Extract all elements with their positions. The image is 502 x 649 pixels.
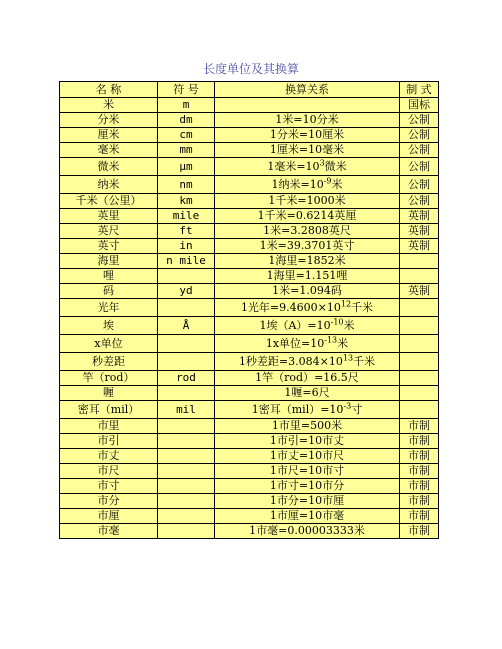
unit-system [400,371,439,386]
conversion-text: 1海里=1.151哩 [266,269,348,282]
conversion-text: 1光年=9.4600×10 [240,300,341,314]
unit-system: 市制 [400,524,439,539]
conversion-text: 1海里=1852米 [268,254,346,267]
conversion-cell [215,494,400,509]
table-row [60,143,439,158]
header-row [60,82,439,98]
unit-symbol: n mile [158,254,215,269]
conversion-cell [215,239,400,254]
unit-name: 毫米 [60,143,158,158]
conversion-cell [215,479,400,494]
conversion-text: 1米=3.2808英尺 [263,224,351,237]
unit-system: 公制 [400,113,439,128]
conversion-cell [215,299,400,317]
unit-name: x单位 [60,335,158,353]
conversion-cell [215,269,400,284]
conversion-unit: 米 [343,318,355,332]
table-row [60,158,439,176]
conversion-cell [215,509,400,524]
unit-system: 英制 [400,284,439,299]
conversion-cell [215,224,400,239]
conversion-cell [215,254,400,269]
conversion-text: 1秒差距=3.084×10 [238,354,343,368]
conversion-cell [215,353,400,371]
table-row [60,353,439,371]
unit-name: 厘米 [60,128,158,143]
unit-symbol [158,464,215,479]
unit-symbol: rod [158,371,215,386]
unit-symbol [158,524,215,539]
conversion-text: 1市寸=10市分 [269,479,345,492]
unit-system: 英制 [400,239,439,254]
unit-symbol [158,269,215,284]
unit-symbol [158,419,215,434]
unit-symbol [158,494,215,509]
conversion-unit: 微米 [324,159,347,173]
conversion-text: 1市丈=10市尺 [269,449,345,462]
unit-system: 市制 [400,479,439,494]
conversion-cell [215,113,400,128]
unit-symbol: m [158,98,215,113]
conversion-cell [215,386,400,401]
unit-name: 微米 [60,158,158,176]
units-table [59,81,439,539]
conversion-cell [215,143,400,158]
header-symbol: 符 号 [158,82,215,98]
table-row [60,464,439,479]
unit-symbol: mil [158,401,215,419]
header-conversion: 换算关系 [215,82,400,98]
conversion-cell [215,449,400,464]
conversion-text: 1市尺=10市寸 [269,464,345,477]
unit-system [400,317,439,335]
unit-name: 市厘 [60,509,158,524]
conversion-text: 1喱=6尺 [284,386,330,399]
unit-name: 码 [60,284,158,299]
unit-system: 公制 [400,194,439,209]
unit-name: 哩 [60,269,158,284]
table-row [60,98,439,113]
conversion-cell [215,98,400,113]
unit-symbol [158,335,215,353]
table-row [60,509,439,524]
exponent: -10 [330,316,344,326]
table-row [60,386,439,401]
conversion-cell [215,434,400,449]
page-title: 长度单位及其换算 [202,62,299,76]
unit-system: 市制 [400,434,439,449]
unit-system [400,401,439,419]
conversion-text: 1埃（A）=10 [259,318,331,332]
unit-symbol: Å [158,317,215,335]
table-row [60,254,439,269]
exponent: -3 [343,400,352,410]
table-row [60,524,439,539]
unit-system: 英制 [400,209,439,224]
table-row [60,176,439,194]
conversion-unit: 米 [331,177,343,191]
unit-system [400,299,439,317]
unit-symbol [158,299,215,317]
conversion-unit: 千米 [351,300,374,314]
table-row [60,494,439,509]
conversion-text: 1分米=10厘米 [269,128,345,141]
conversion-cell [215,371,400,386]
conversion-cell [215,401,400,419]
conversion-text: 1市厘=10市毫 [269,509,345,522]
unit-symbol [158,434,215,449]
unit-symbol [158,449,215,464]
unit-name: 市里 [60,419,158,434]
unit-name: 市寸 [60,479,158,494]
table-row [60,371,439,386]
table-row [60,284,439,299]
conversion-cell [215,524,400,539]
unit-system: 市制 [400,419,439,434]
unit-system: 公制 [400,176,439,194]
unit-system: 市制 [400,509,439,524]
table-row [60,209,439,224]
exponent: -9 [323,175,332,185]
conversion-cell [215,209,400,224]
conversion-cell [215,194,400,209]
conversion-text: 1市毫=0.00003333米 [249,524,365,537]
conversion-text: 1市里=500米 [271,419,343,432]
unit-name: 竿（rod） [60,371,158,386]
unit-symbol: mm [158,143,215,158]
table-row [60,194,439,209]
unit-system: 公制 [400,143,439,158]
unit-name: 英尺 [60,224,158,239]
unit-symbol: ft [158,224,215,239]
unit-name: 英里 [60,209,158,224]
conversion-text: 1纳米=10 [271,177,324,191]
unit-name: 市分 [60,494,158,509]
conversion-text: 1米=1.094码 [272,284,342,297]
unit-name: 埃 [60,317,158,335]
unit-name: 分米 [60,113,158,128]
table-row [60,335,439,353]
unit-system: 市制 [400,464,439,479]
table-row [60,269,439,284]
table-row [60,449,439,464]
header-name: 名 称 [60,82,158,98]
unit-system: 公制 [400,128,439,143]
table-row [60,299,439,317]
conversion-text: 1千米=1000米 [268,194,346,207]
conversion-text: 1毫米=10 [267,159,320,173]
table-row [60,317,439,335]
unit-symbol: dm [158,113,215,128]
exponent: 13 [342,352,354,362]
conversion-unit: 米 [337,336,349,350]
table-row [60,113,439,128]
unit-symbol: μm [158,158,215,176]
conversion-text: 1厘米=10毫米 [269,143,345,156]
conversion-text: 1米=10分米 [275,113,339,126]
conversion-text: 1竿（rod）=16.5尺 [255,371,359,384]
table-row [60,224,439,239]
conversion-cell [215,176,400,194]
unit-name: 市尺 [60,464,158,479]
unit-name: 秒差距 [60,353,158,371]
conversion-text: 1密耳（mil）=10 [251,402,344,416]
table-row [60,434,439,449]
unit-name: 纳米 [60,176,158,194]
conversion-text: 1市分=10市厘 [269,494,345,507]
conversion-text: 1千米=0.6214英厘 [257,209,357,222]
unit-name: 千米（公里） [60,194,158,209]
exponent: 3 [319,157,325,167]
conversion-cell [215,335,400,353]
unit-symbol: nm [158,176,215,194]
unit-system: 公制 [400,158,439,176]
conversion-text: 1米=39.3701英寸 [259,239,355,252]
unit-system: 市制 [400,494,439,509]
unit-system [400,254,439,269]
conversion-cell [215,419,400,434]
unit-system [400,353,439,371]
table-body [60,98,439,539]
conversion-text: 1市引=10市丈 [269,434,345,447]
unit-name: 市引 [60,434,158,449]
unit-symbol: in [158,239,215,254]
unit-symbol: km [158,194,215,209]
unit-system [400,335,439,353]
unit-symbol: cm [158,128,215,143]
header-system: 制 式 [400,82,439,98]
conversion-text: 1x单位=10 [265,336,325,350]
unit-system: 英制 [400,224,439,239]
unit-system: 市制 [400,449,439,464]
exponent: 12 [340,298,352,308]
unit-name: 海里 [60,254,158,269]
unit-symbol: yd [158,284,215,299]
table-row [60,128,439,143]
conversion-cell [215,464,400,479]
conversion-cell [215,158,400,176]
unit-system [400,269,439,284]
unit-name: 市毫 [60,524,158,539]
table-row [60,419,439,434]
table-row [60,239,439,254]
unit-symbol [158,479,215,494]
unit-name: 喱 [60,386,158,401]
conversion-unit: 千米 [353,354,376,368]
unit-name: 密耳（mil） [60,401,158,419]
unit-name: 市丈 [60,449,158,464]
unit-name: 英寸 [60,239,158,254]
conversion-cell [215,317,400,335]
unit-symbol [158,353,215,371]
unit-system: 国标 [400,98,439,113]
unit-name: 米 [60,98,158,113]
unit-symbol: mile [158,209,215,224]
table-row [60,479,439,494]
conversion-unit: 寸 [351,402,363,416]
unit-symbol [158,386,215,401]
unit-symbol [158,509,215,524]
conversion-cell [215,128,400,143]
exponent: -13 [324,334,338,344]
table-row [60,401,439,419]
unit-name: 光年 [60,299,158,317]
unit-system [400,386,439,401]
conversion-cell [215,284,400,299]
